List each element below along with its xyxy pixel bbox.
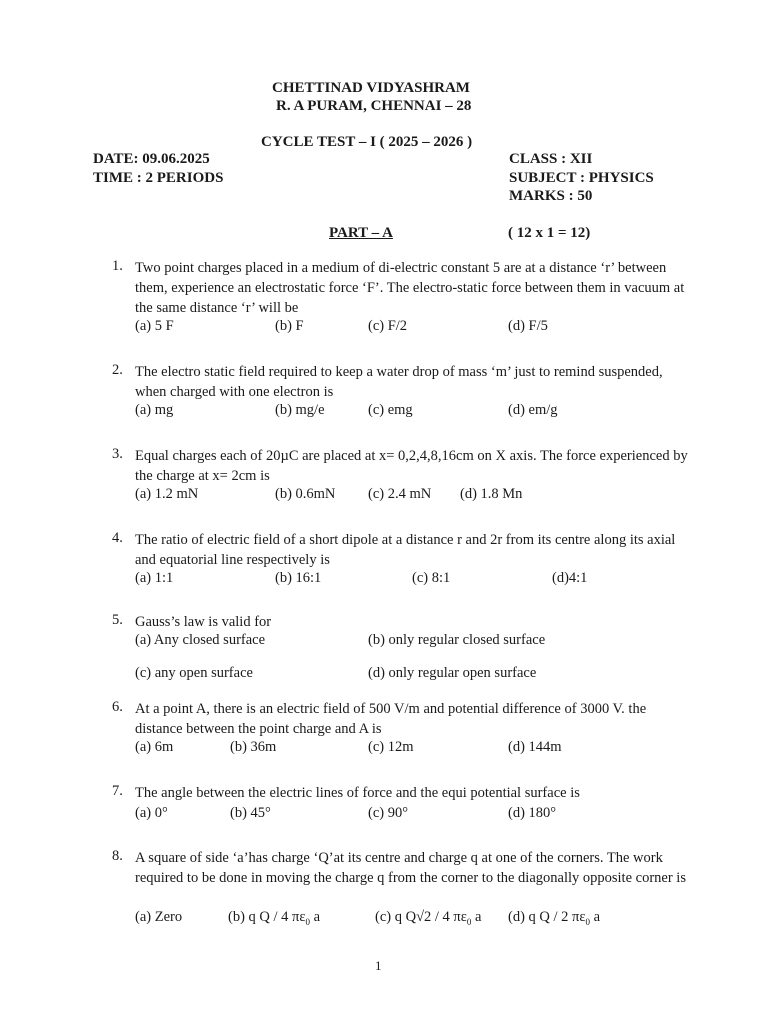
exam-class: CLASS : XII bbox=[509, 151, 593, 167]
option-c-suffix: a bbox=[471, 909, 482, 925]
question-text: Two point charges placed in a medium of di-electric constant 5 are at a distance ‘r’ between them, experience an electrostatic force ‘F’. The electro-static force between them in vacuum at the same distance ‘r’ will be bbox=[135, 260, 685, 316]
question-text: A square of side ‘a’has charge ‘Q’at its centre and charge q at one of the corners. The work required to be done in moving the charge q from the corner to the diagonally opposite corner is bbox=[135, 850, 686, 886]
option-a: (a) Any closed surface bbox=[135, 632, 266, 648]
option-c-subscript: 0 bbox=[466, 916, 472, 927]
question-text: The ratio of electric field of a short dipole at a distance r and 2r from its centre along its axial and equatorial line respectively is bbox=[135, 532, 676, 568]
question-text: Gauss’s law is valid for bbox=[135, 614, 272, 630]
option-b: (b) only regular closed surface bbox=[368, 632, 546, 648]
option-a: (a) mg bbox=[135, 402, 174, 418]
school-address: R. A PURAM, CHENNAI – 28 bbox=[276, 98, 472, 114]
option-b bbox=[228, 909, 320, 927]
question-text: Equal charges each of 20µC are placed at x= 0,2,4,8,16cm on X axis. The force experienced by the charge at x= 2cm is bbox=[135, 448, 688, 484]
option-d: (d) 144m bbox=[508, 739, 562, 755]
option-c: (c) 90° bbox=[368, 805, 409, 821]
option-a: (a) 6m bbox=[135, 739, 174, 755]
option-a: (a) 0° bbox=[135, 805, 168, 821]
option-a: (a) 5 F bbox=[135, 318, 174, 334]
option-b: (b) 45° bbox=[230, 805, 271, 821]
question-text: The angle between the electric lines of force and the equi potential surface is bbox=[135, 785, 580, 801]
option-c: (c) any open surface bbox=[135, 665, 253, 681]
question-text: At a point A, there is an electric field of 500 V/m and potential difference of 3000 V. the distance between the point charge and A is bbox=[135, 701, 647, 737]
option-b-text: (b) q Q / 4 πε bbox=[228, 909, 306, 925]
option-b: (b) 36m bbox=[230, 739, 277, 755]
question-number: 5. bbox=[112, 612, 123, 628]
option-d-subscript: 0 bbox=[585, 916, 590, 927]
part-heading: PART – A bbox=[329, 225, 393, 241]
option-a: (a) Zero bbox=[135, 909, 183, 925]
question-number: 3. bbox=[112, 446, 123, 462]
option-c: (c) 12m bbox=[368, 739, 414, 755]
option-d bbox=[508, 909, 600, 927]
option-d-text: (d) q Q / 2 πε bbox=[508, 909, 586, 925]
option-b-subscript: 0 bbox=[305, 916, 310, 927]
option-b: (b) F bbox=[275, 318, 304, 334]
option-b-suffix: a bbox=[309, 909, 321, 925]
option-b: (b) 16:1 bbox=[275, 570, 322, 586]
exam-time: TIME : 2 PERIODS bbox=[93, 170, 224, 186]
page-number: 1 bbox=[375, 958, 382, 973]
question-number: 1. bbox=[112, 258, 123, 274]
option-b: (b) 0.6mN bbox=[275, 486, 336, 502]
question-text: The electro static field required to keep a water drop of mass ‘m’ just to remind suspended, when charged with one electron is bbox=[135, 364, 663, 400]
option-c: (c) F/2 bbox=[368, 318, 408, 334]
option-c: (c) 8:1 bbox=[412, 570, 451, 586]
part-marks: ( 12 x 1 = 12) bbox=[508, 225, 591, 241]
option-d: (d) 180° bbox=[508, 805, 557, 821]
option-c-text: (c) q Q√2 / 4 πε bbox=[375, 909, 467, 925]
option-d: (d) only regular open surface bbox=[368, 665, 537, 681]
option-d: (d) 1.8 Mn bbox=[460, 486, 523, 502]
exam-date: DATE: 09.06.2025 bbox=[93, 151, 210, 167]
option-c: (c) emg bbox=[368, 402, 413, 418]
option-d: (d) F/5 bbox=[508, 318, 548, 334]
option-b: (b) mg/e bbox=[275, 402, 325, 418]
school-name: CHETTINAD VIDYASHRAM bbox=[272, 80, 470, 96]
option-d: (d)4:1 bbox=[552, 570, 588, 586]
option-c bbox=[375, 909, 481, 927]
question-number: 7. bbox=[112, 783, 123, 799]
question-number: 2. bbox=[112, 362, 123, 378]
option-d: (d) em/g bbox=[508, 402, 558, 418]
test-title: CYCLE TEST – I ( 2025 – 2026 ) bbox=[261, 134, 473, 150]
question-number: 8. bbox=[112, 848, 123, 864]
option-c: (c) 2.4 mN bbox=[368, 486, 432, 502]
exam-marks: MARKS : 50 bbox=[509, 188, 593, 204]
question-number: 4. bbox=[112, 530, 123, 546]
option-d-suffix: a bbox=[589, 909, 601, 925]
question-number: 6. bbox=[112, 699, 123, 715]
exam-subject: SUBJECT : PHYSICS bbox=[509, 170, 654, 186]
option-a: (a) 1:1 bbox=[135, 570, 174, 586]
option-a: (a) 1.2 mN bbox=[135, 486, 199, 502]
